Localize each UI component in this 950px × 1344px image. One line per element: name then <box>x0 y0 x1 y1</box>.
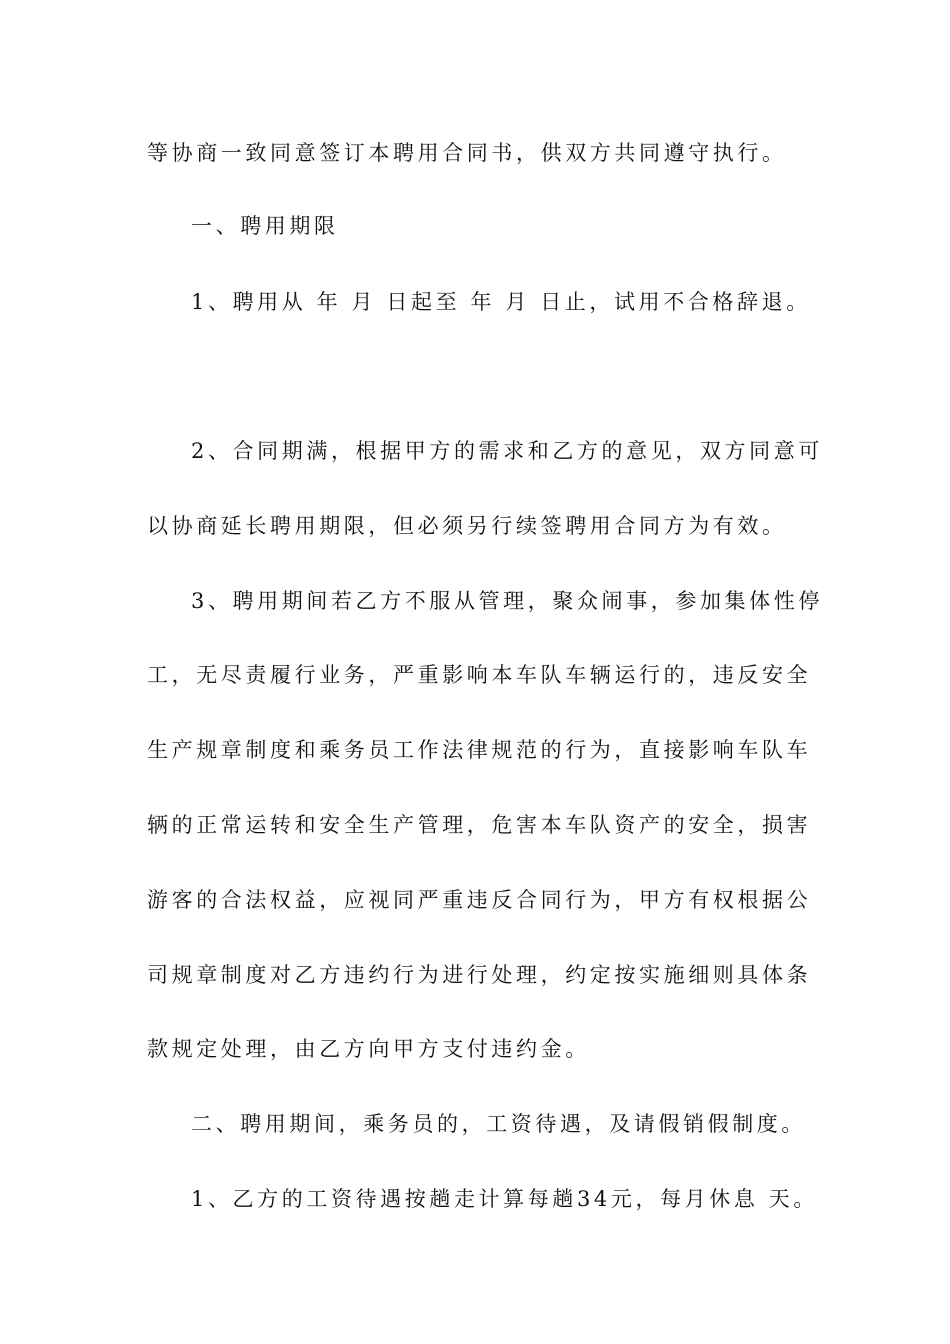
paragraph-line: 工，无尽责履行业务，严重影响本车队车辆运行的，违反安全 <box>147 663 812 687</box>
paragraph-line: 生产规章制度和乘务员工作法律规范的行为，直接影响车队车 <box>147 738 812 762</box>
section-heading-salary: 二、聘用期间，乘务员的，工资待遇，及请假销假制度。 <box>191 1112 806 1136</box>
paragraph-line: 款规定处理，由乙方向甲方支付违约金。 <box>147 1037 590 1061</box>
paragraph-line: 游客的合法权益，应视同严重违反合同行为，甲方有权根据公 <box>147 888 812 912</box>
clause-1-2: 2、合同期满，根据甲方的需求和乙方的意见，双方同意可 <box>191 439 823 463</box>
clause-1-1: 1、聘用从 年 月 日起至 年 月 日止，试用不合格辞退。 <box>191 290 811 314</box>
paragraph-line: 以协商延长聘用期限，但必须另行续签聘用合同方为有效。 <box>147 514 787 538</box>
paragraph-line: 辆的正常运转和安全生产管理，危害本车队资产的安全，损害 <box>147 813 812 837</box>
clause-1-3: 3、聘用期间若乙方不服从管理，聚众闹事，参加集体性停 <box>191 589 823 613</box>
clause-2-1: 1、乙方的工资待遇按趟走计算每趟34元，每月休息 天。 <box>191 1187 818 1211</box>
paragraph-line: 等协商一致同意签订本聘用合同书，供双方共同遵守执行。 <box>147 141 787 165</box>
paragraph-line: 司规章制度对乙方违约行为进行处理，约定按实施细则具体条 <box>147 963 812 987</box>
section-heading-term: 一、聘用期限 <box>191 214 339 238</box>
